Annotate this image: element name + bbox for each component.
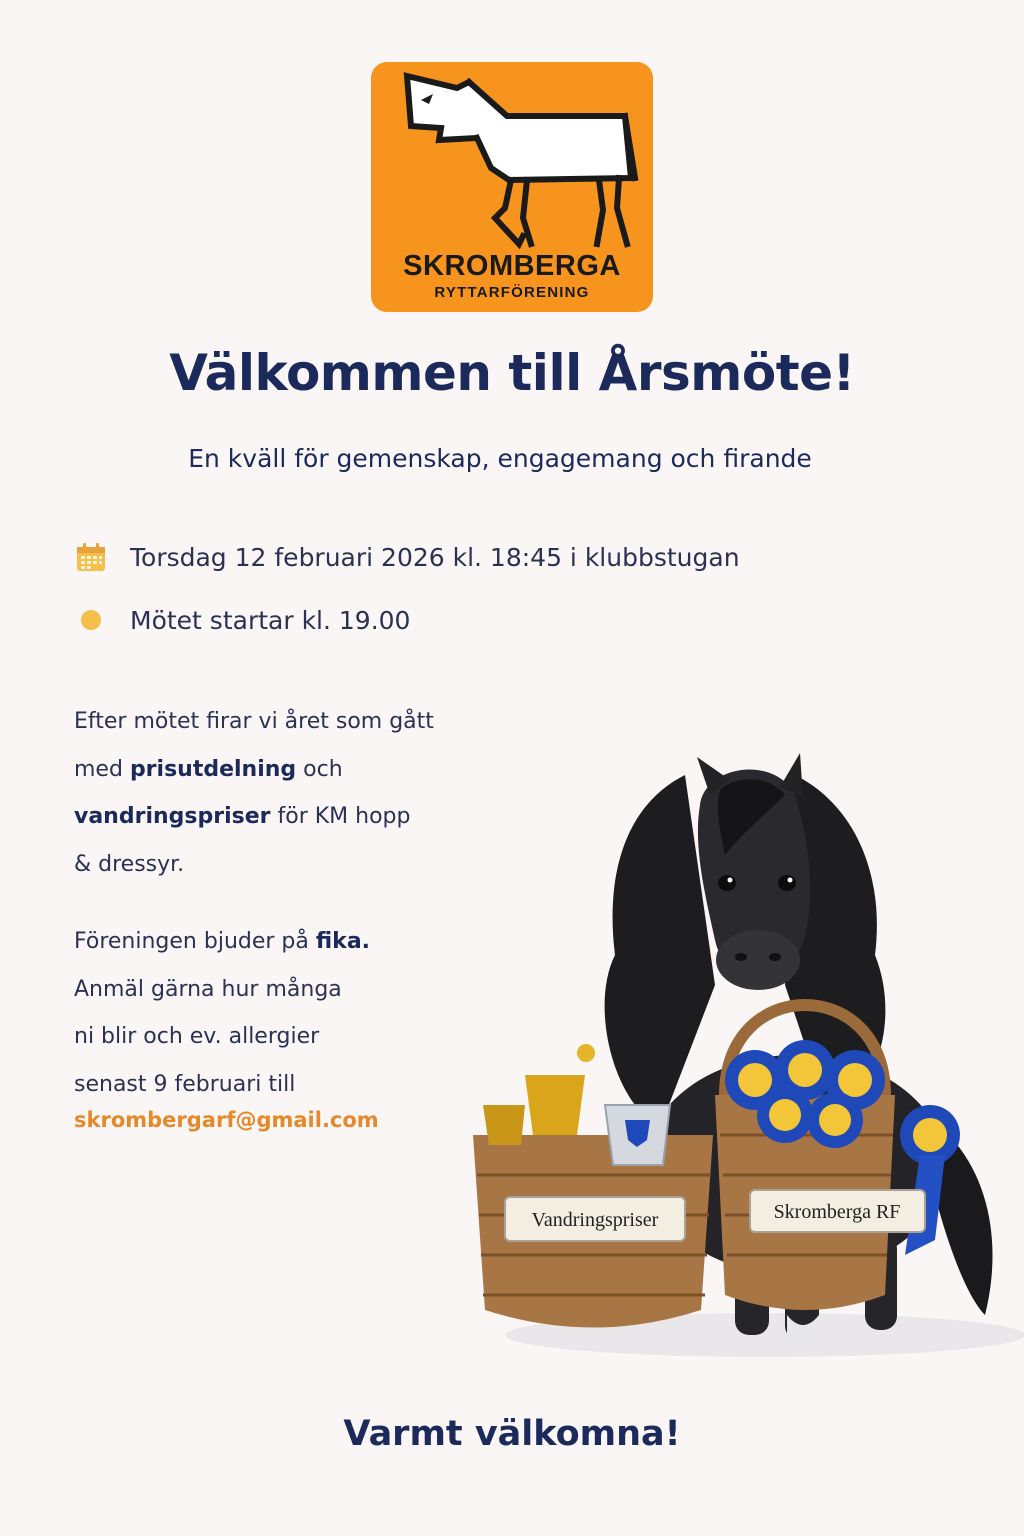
start-text: Mötet startar kl. 19.00: [130, 605, 411, 635]
fika-paragraph: [74, 918, 494, 1108]
bold-fika: fika.: [315, 929, 371, 954]
closing-text: Varmt välkomna!: [343, 1414, 681, 1454]
bold-vandringspriser: vandringspriser: [74, 804, 271, 829]
horse-icon: [399, 68, 639, 253]
calendar-icon: [74, 540, 108, 574]
pony-illustration: [465, 735, 1024, 1375]
logo-subtitle: RYTTARFÖRENING: [434, 284, 590, 301]
paragraph-line: & dressyr.: [74, 851, 185, 877]
email-link[interactable]: skrombergarf@gmail.com: [74, 1108, 379, 1132]
club-logo: [371, 62, 653, 312]
paragraph-line: senast 9 februari till: [74, 1071, 296, 1097]
start-detail: [74, 603, 410, 637]
basket-left-label: Vandringspriser: [531, 1209, 659, 1231]
paragraph-line: Anmäl gärna hur många: [74, 976, 342, 1002]
paragraph-line: Efter mötet firar vi året som gått: [74, 709, 434, 734]
paragraph-line: med prisutdelning och: [74, 756, 343, 782]
page-title: Välkommen till Årsmöte!: [169, 344, 855, 402]
paragraph-line: vandringspriser för KM hopp: [74, 804, 411, 829]
dot-icon: [74, 603, 108, 637]
basket-right-label: Skromberga RF: [773, 1201, 901, 1223]
date-text: Torsdag 12 februari 2026 kl. 18:45 i klubbstugan: [130, 542, 740, 572]
paragraph-line: ni blir och ev. allergier: [74, 1024, 320, 1049]
bold-prisutdelning: prisutdelning: [129, 756, 297, 782]
paragraph-line: Föreningen bjuder på fika.: [74, 929, 371, 954]
page-subtitle: En kväll för gemenskap, engagemang och firande: [188, 444, 812, 473]
logo-name: SKROMBERGA: [403, 250, 621, 282]
date-detail: [74, 540, 740, 574]
